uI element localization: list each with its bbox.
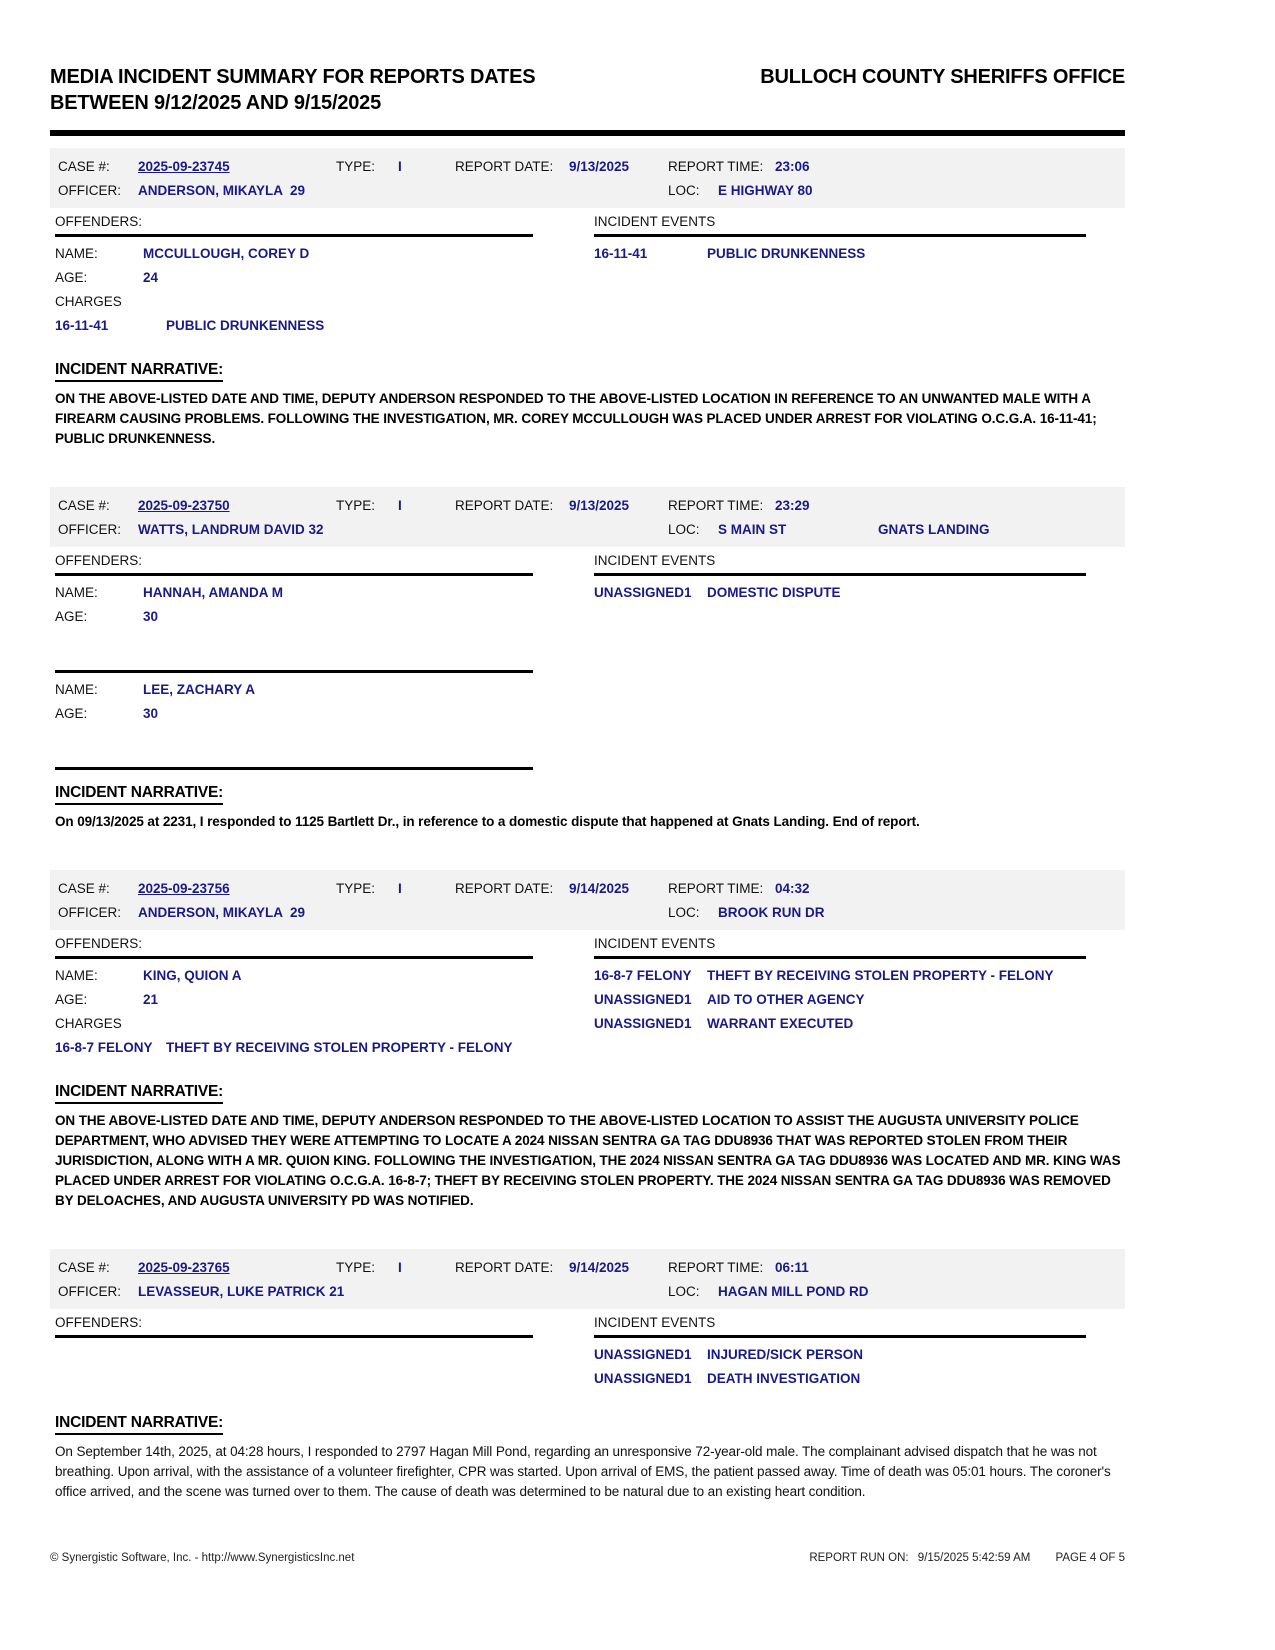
incident-block-4	[50, 1249, 1125, 1502]
event-code: UNASSIGNED1	[594, 1347, 692, 1362]
narrative-text: ON THE ABOVE-LISTED DATE AND TIME, DEPUTY ANDERSON RESPONDED TO THE ABOVE-LISTED LOCATION IN REFERENCE TO AN UNWANTED MALE WITH A FIREARM CAUSING PROBLEMS. FOLLOWING THE INVESTIGATION, MR. COREY MCCULLOUGH WAS PLACED UNDER ARREST FOR VIOLATING O.C.G.A. 16-11-41; PUBLIC DRUNKENNESS.	[55, 391, 1097, 446]
officer-label: OFFICER:	[58, 183, 121, 198]
report-time-value: 23:29	[775, 498, 810, 513]
offender-separator	[55, 670, 533, 673]
footer-run-info	[803, 1552, 1125, 1564]
offenders-column	[55, 1315, 533, 1386]
report-date-value: 9/14/2025	[569, 1260, 630, 1275]
charges-label: CHARGES	[55, 1016, 122, 1031]
narrative-text: ON THE ABOVE-LISTED DATE AND TIME, DEPUTY ANDERSON RESPONDED TO THE ABOVE-LISTED LOCATION TO ASSIST THE AUGUSTA UNIVERSITY POLICE DEPARTMENT, WHO ADVISED THEY WERE ATTEMPTING TO LOCATE A 2024 NISSAN SENTRA GA TAG DDU8936 THAT WAS REPORTED STOLEN FROM THEIR JURISDICTION, ALONG WITH A MR. QUION KING. FOLLOWING THE INVESTIGATION, THE 2024 NISSAN SENTRA GA TAG DDU8936 WAS LOCATED AND MR. KING WAS PLACED UNDER ARREST FOR VIOLATING O.C.G.A. 16-8-7; THEFT BY RECEIVING STOLEN PROPERTY. THE 2024 NISSAN SENTRA GA TAG DDU8936 WAS REMOVED BY DELOACHES, AND AUGUSTA UNIVERSITY PD WAS NOTIFIED.	[55, 1113, 1121, 1208]
offender-age: 30	[143, 706, 159, 721]
officer-value: WATTS, LANDRUM DAVID 32	[138, 522, 324, 537]
incident-block-2	[50, 487, 1125, 832]
case-number-link[interactable]: 2025-09-23765	[138, 1260, 230, 1275]
narrative-heading: INCIDENT NARRATIVE:	[55, 784, 223, 805]
case-header	[50, 1249, 1125, 1309]
offenders-heading: OFFENDERS:	[55, 214, 533, 237]
case-number-link[interactable]: 2025-09-23745	[138, 159, 230, 174]
incident-events-heading: INCIDENT EVENTS	[594, 1315, 1086, 1338]
offender-age: 24	[143, 270, 159, 285]
charge-row	[55, 318, 533, 333]
loc-value: BROOK RUN DR	[718, 905, 825, 920]
name-label: NAME:	[55, 968, 98, 983]
offender-age: 30	[143, 609, 159, 624]
events-column	[594, 936, 1086, 1055]
agency-name: BULLOCH COUNTY SHERIFFS OFFICE	[760, 66, 1125, 88]
narrative-section	[50, 361, 1125, 449]
event-row	[594, 968, 1086, 983]
event-code: UNASSIGNED1	[594, 585, 692, 600]
event-row	[594, 246, 1086, 261]
report-run-label: REPORT RUN ON:	[809, 1552, 909, 1564]
offenders-column	[55, 936, 533, 1055]
report-time-label: REPORT TIME:	[668, 159, 764, 174]
report-run-value: 9/15/2025 5:42:59 AM	[917, 1552, 1031, 1564]
report-time-label: REPORT TIME:	[668, 498, 764, 513]
offenders-heading: OFFENDERS:	[55, 1315, 533, 1338]
age-label: AGE:	[55, 609, 88, 624]
loc-value: S MAIN ST	[718, 522, 787, 537]
type-label: TYPE:	[336, 881, 376, 896]
footer-copyright: © Synergistic Software, Inc. - http://www.SynergisticsInc.net	[50, 1552, 355, 1564]
narrative-section	[50, 784, 1125, 832]
offenders-column	[55, 553, 533, 770]
offenders-heading: OFFENDERS:	[55, 936, 533, 959]
narrative-heading: INCIDENT NARRATIVE:	[55, 361, 223, 382]
case-header	[50, 487, 1125, 547]
case-header	[50, 148, 1125, 208]
report-date-label: REPORT DATE:	[455, 498, 554, 513]
report-time-label: REPORT TIME:	[668, 881, 764, 896]
age-label: AGE:	[55, 992, 88, 1007]
officer-label: OFFICER:	[58, 522, 121, 537]
offender-name: MCCULLOUGH, COREY D	[143, 246, 310, 261]
report-date-value: 9/13/2025	[569, 498, 630, 513]
event-code: UNASSIGNED1	[594, 992, 692, 1007]
report-time-label: REPORT TIME:	[668, 1260, 764, 1275]
officer-label: OFFICER:	[58, 905, 121, 920]
event-desc: INJURED/SICK PERSON	[707, 1347, 864, 1362]
events-column	[594, 214, 1086, 333]
officer-value: ANDERSON, MIKAYLA 29	[138, 183, 306, 198]
narrative-text: On September 14th, 2025, at 04:28 hours, I responded to 2797 Hagan Mill Pond, regarding an unresponsive 72-year-old male. The complainant advised dispatch that he was not breathing. Upon arrival, with the assistance of a volunteer firefighter, CPR was started. Upon arrival of EMS, the patient passed away. Time of death was 05:01 hours. The coroner's office arrived, and the scene was turned over to them. The cause of death was determined to be natural due to an existing heart condition.	[55, 1444, 1111, 1499]
incident-block-1	[50, 148, 1125, 449]
offenders-column	[55, 214, 533, 333]
officer-value: LEVASSEUR, LUKE PATRICK 21	[138, 1284, 345, 1299]
type-value: I	[398, 881, 402, 896]
narrative-heading: INCIDENT NARRATIVE:	[55, 1083, 223, 1104]
report-date-value: 9/13/2025	[569, 159, 630, 174]
event-code: 16-8-7 FELONY	[594, 968, 692, 983]
offender	[55, 585, 533, 673]
offender-age: 21	[143, 992, 159, 1007]
report-time-value: 23:06	[775, 159, 810, 174]
type-value: I	[398, 1260, 402, 1275]
incident-events-heading: INCIDENT EVENTS	[594, 214, 1086, 237]
event-code: 16-11-41	[594, 246, 648, 261]
charge-desc: PUBLIC DRUNKENNESS	[166, 318, 325, 333]
officer-label: OFFICER:	[58, 1284, 121, 1299]
event-desc: THEFT BY RECEIVING STOLEN PROPERTY - FELONY	[707, 968, 1054, 983]
case-number-link[interactable]: 2025-09-23750	[138, 498, 230, 513]
incident-block-3	[50, 870, 1125, 1211]
age-label: AGE:	[55, 706, 88, 721]
loc-value: E HIGHWAY 80	[718, 183, 813, 198]
type-value: I	[398, 498, 402, 513]
type-value: I	[398, 159, 402, 174]
narrative-heading: INCIDENT NARRATIVE:	[55, 1414, 223, 1435]
offender-name: LEE, ZACHARY A	[143, 682, 256, 697]
event-desc: PUBLIC DRUNKENNESS	[707, 246, 866, 261]
officer-value: ANDERSON, MIKAYLA 29	[138, 905, 306, 920]
type-label: TYPE:	[336, 159, 376, 174]
charge-code: 16-11-41	[55, 318, 109, 333]
offender	[55, 246, 533, 333]
loc-label: LOC:	[668, 183, 700, 198]
events-column	[594, 553, 1086, 770]
report-date-value: 9/14/2025	[569, 881, 630, 896]
event-code: UNASSIGNED1	[594, 1371, 692, 1386]
event-row	[594, 1016, 1086, 1031]
loc-value: HAGAN MILL POND RD	[718, 1284, 869, 1299]
report-title-line1: MEDIA INCIDENT SUMMARY FOR REPORTS DATES	[50, 66, 536, 88]
page-footer	[50, 1552, 1125, 1564]
charges-label: CHARGES	[55, 294, 122, 309]
event-row	[594, 1371, 1086, 1386]
report-time-value: 06:11	[775, 1260, 809, 1275]
offender	[55, 682, 533, 770]
offender-name: HANNAH, AMANDA M	[143, 585, 283, 600]
name-label: NAME:	[55, 682, 98, 697]
loc-label: LOC:	[668, 1284, 700, 1299]
page-number: PAGE 4 OF 5	[1055, 1552, 1125, 1564]
type-label: TYPE:	[336, 1260, 376, 1275]
report-date-label: REPORT DATE:	[455, 159, 554, 174]
narrative-section	[50, 1083, 1125, 1211]
report-time-value: 04:32	[775, 881, 810, 896]
case-label: CASE #:	[58, 498, 110, 513]
case-header	[50, 870, 1125, 930]
charge-row	[55, 1040, 533, 1055]
case-label: CASE #:	[58, 1260, 110, 1275]
event-desc: WARRANT EXECUTED	[707, 1016, 854, 1031]
event-desc: DEATH INVESTIGATION	[707, 1371, 861, 1386]
offender-name: KING, QUION A	[143, 968, 242, 983]
loc-secondary-value: GNATS LANDING	[878, 522, 990, 537]
event-desc: DOMESTIC DISPUTE	[707, 585, 841, 600]
offender	[55, 968, 533, 1055]
event-row	[594, 992, 1086, 1007]
type-label: TYPE:	[336, 498, 376, 513]
name-label: NAME:	[55, 585, 98, 600]
narrative-text: On 09/13/2025 at 2231, I responded to 1125 Bartlett Dr., in reference to a domestic dispute that happened at Gnats Landing. End of report.	[55, 814, 920, 829]
report-date-label: REPORT DATE:	[455, 881, 554, 896]
event-row	[594, 1347, 1086, 1362]
narrative-section	[50, 1414, 1125, 1502]
event-desc: AID TO OTHER AGENCY	[707, 992, 865, 1007]
loc-label: LOC:	[668, 522, 700, 537]
report-title	[50, 64, 535, 116]
age-label: AGE:	[55, 270, 88, 285]
event-row	[594, 585, 1086, 600]
charge-code: 16-8-7 FELONY	[55, 1040, 153, 1055]
report-title-line2: BETWEEN 9/12/2025 AND 9/15/2025	[50, 92, 382, 114]
report-date-label: REPORT DATE:	[455, 1260, 554, 1275]
incident-events-heading: INCIDENT EVENTS	[594, 553, 1086, 576]
header-divider	[50, 130, 1125, 136]
report-header	[50, 0, 1125, 116]
event-code: UNASSIGNED1	[594, 1016, 692, 1031]
case-label: CASE #:	[58, 881, 110, 896]
case-label: CASE #:	[58, 159, 110, 174]
incident-events-heading: INCIDENT EVENTS	[594, 936, 1086, 959]
offender-separator	[55, 767, 533, 770]
case-number-link[interactable]: 2025-09-23756	[138, 881, 230, 896]
events-column	[594, 1315, 1086, 1386]
name-label: NAME:	[55, 246, 98, 261]
offenders-heading: OFFENDERS:	[55, 553, 533, 576]
loc-label: LOC:	[668, 905, 700, 920]
charge-desc: THEFT BY RECEIVING STOLEN PROPERTY - FELONY	[166, 1040, 513, 1055]
